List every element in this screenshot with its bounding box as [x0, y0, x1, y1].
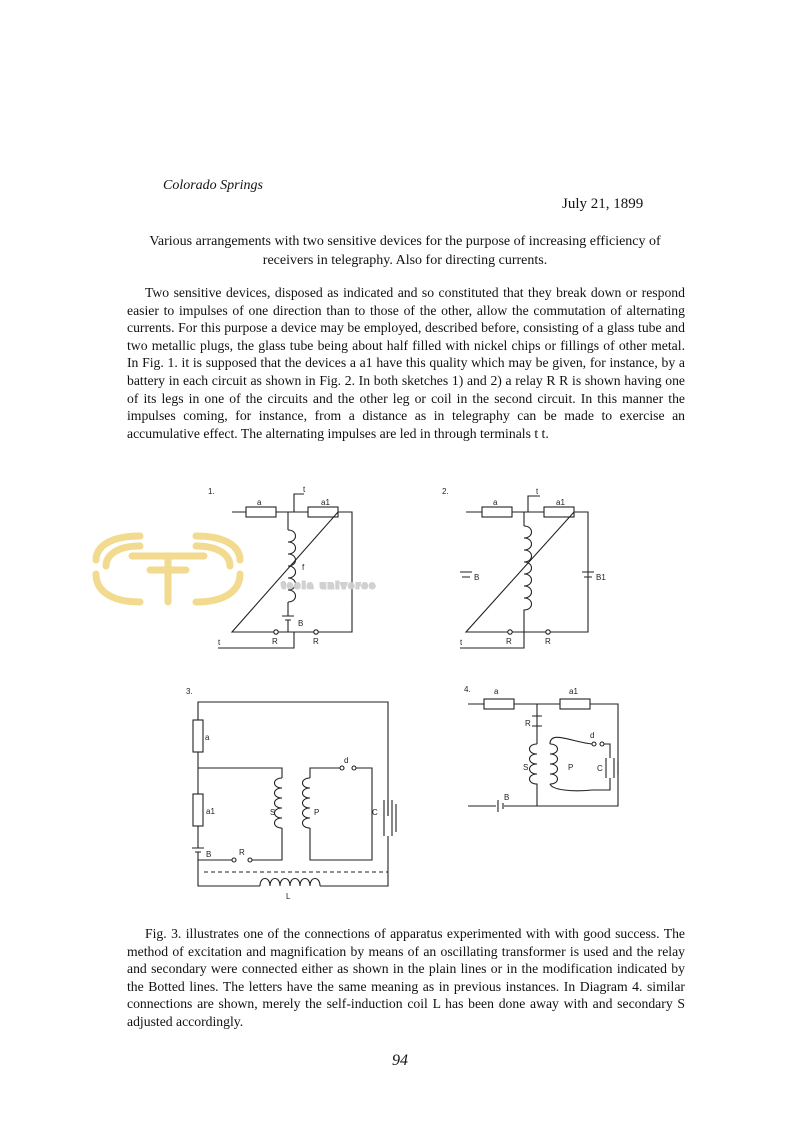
fig3-battery: [192, 826, 232, 860]
svg-text:C: C: [372, 808, 378, 817]
fig4-relay: [532, 704, 542, 744]
page-number: 94: [392, 1052, 408, 1069]
fig4-battery: [498, 800, 503, 812]
svg-text:S: S: [523, 763, 529, 772]
fig4-capacitor: [606, 758, 618, 778]
fig3-capacitor: [384, 800, 396, 868]
fig2-resistor-a1: [544, 507, 574, 517]
svg-text:t: t: [460, 638, 463, 647]
fig3-mid-wire: [198, 768, 282, 778]
fig4-resistor-a1: [560, 699, 590, 709]
svg-text:R: R: [506, 637, 512, 646]
svg-text:P: P: [568, 763, 574, 772]
fig2-resistor-a: [482, 507, 512, 517]
fig3-resistor-a1: [193, 794, 203, 826]
fig3-number: 3.: [186, 687, 193, 696]
fig1-coil: [288, 530, 296, 602]
fig1-relay-contact-left: [274, 630, 278, 634]
figure-2: [442, 487, 606, 648]
svg-text:a1: a1: [569, 687, 578, 696]
svg-text:t: t: [218, 638, 221, 647]
svg-text:a1: a1: [206, 807, 215, 816]
fig1-battery: [282, 602, 294, 632]
svg-text:f: f: [302, 563, 305, 572]
svg-text:a: a: [493, 498, 498, 507]
fig3-gap-right: [352, 766, 356, 770]
figure-4: [464, 685, 618, 812]
fig4-secondary-coil: [530, 744, 538, 806]
svg-text:R: R: [545, 637, 551, 646]
fig1-relay-contact-right: [314, 630, 318, 634]
svg-text:B: B: [206, 850, 212, 859]
fig2-frame: [466, 512, 588, 632]
svg-text:d: d: [344, 756, 349, 765]
svg-text:B: B: [474, 573, 480, 582]
fig3-coil-L: [260, 879, 320, 887]
section-heading: Various arrangements with two sensitive devices for the purpose of increasing efficiency of receivers in telegraphy. Also for directing currents.: [149, 234, 661, 268]
fig3-bottom-right: [320, 868, 388, 886]
fig3-relay-right: [248, 858, 252, 862]
svg-text:R: R: [272, 637, 278, 646]
paragraph-2: Fig. 3. illustrates one of the connections of apparatus experimented with with good success. The method of excitation and magnification by means of an oscillating transformer is used and the relay and secondary were connected either as shown in the plain lines or in the modification indicated by the Botted lines. The letters have the same meaning as in previous instances. In Diagram 4. similar connections are shown, merely the self-induction coil L has been done away with and secondary S adjusted accordingly.: [127, 926, 685, 1029]
place-name: Colorado Springs: [163, 178, 263, 193]
watermark: [96, 536, 377, 602]
svg-text:a: a: [494, 687, 499, 696]
svg-text:a1: a1: [321, 498, 330, 507]
svg-text:a: a: [205, 733, 210, 742]
fig2-relay-contact-left: [508, 630, 512, 634]
fig3-secondary-coil: [275, 778, 283, 828]
fig2-number: 2.: [442, 487, 449, 496]
fig4-number: 4.: [464, 685, 471, 694]
svg-text:B: B: [504, 793, 510, 802]
svg-text:B: B: [298, 619, 304, 628]
date: July 21, 1899: [562, 196, 644, 212]
fig2-relay-contact-right: [546, 630, 550, 634]
svg-text:a1: a1: [556, 498, 565, 507]
fig4-resistor-a: [484, 699, 514, 709]
paragraph-1: Two sensitive devices, disposed as indicated and so constituted that they break down or respond easier to impulses of one direction than to those of the other, allow the commutation of alternating currents. For this purpose a device may be employed, described before, consisting of a glass tube and two metallic plugs, the glass tube being about half filled with nickel chips or fillings of other metal. In Fig. 1. it is supposed that the devices a a1 have this quality which may be given, for instance, by a battery in each circuit as shown in Fig. 2. In both sketches 1) and 2) a relay R R is shown having one of its legs in one of the circuits and the other leg or coil in the second circuit. In this manner the impulses coming, for instance, from a distance as in telegraphy can be made to exercise an accumulative effect. The alternating impulses are led in through terminals t t.: [127, 285, 685, 441]
svg-text:P: P: [314, 808, 320, 817]
fig4-gap-left: [592, 742, 596, 746]
svg-text:d: d: [590, 731, 595, 740]
watermark-text: tesla universe: [282, 581, 378, 590]
fig1-resistor-a1: [308, 507, 338, 517]
svg-text:B1: B1: [596, 573, 606, 582]
fig4-gap-right: [600, 742, 604, 746]
fig1-terminal-bottom: [218, 632, 294, 648]
svg-text:R: R: [313, 637, 319, 646]
fig3-resistor-a: [193, 720, 203, 752]
fig2-battery-left: [460, 572, 472, 577]
fig3-bottom-left: [198, 860, 260, 886]
svg-text:L: L: [286, 892, 291, 901]
fig3-top-wire: [198, 702, 388, 816]
svg-text:a: a: [257, 498, 262, 507]
fig4-primary-coil: [550, 744, 558, 784]
fig1-number: 1.: [208, 487, 215, 496]
fig2-terminal-top: [528, 496, 540, 512]
figure-3: [186, 687, 396, 901]
fig2-coil: [524, 526, 532, 632]
svg-text:R: R: [525, 719, 531, 728]
fig2-terminal-bottom: [460, 632, 524, 648]
svg-text:R: R: [239, 848, 245, 857]
svg-text:t: t: [303, 485, 306, 494]
watermark-logo-icon: [96, 536, 240, 602]
svg-text:t: t: [536, 487, 539, 496]
fig3-relay-left: [232, 858, 236, 862]
fig3-primary-coil: [303, 778, 311, 828]
svg-text:C: C: [597, 764, 603, 773]
fig1-frame: [232, 512, 352, 632]
fig1-terminal-top: [294, 494, 304, 512]
fig3-gap-left: [340, 766, 344, 770]
fig3-relay-wire: [252, 828, 282, 860]
fig1-resistor-a: [246, 507, 276, 517]
fig4-frame: [468, 704, 618, 806]
svg-text:S: S: [270, 808, 276, 817]
